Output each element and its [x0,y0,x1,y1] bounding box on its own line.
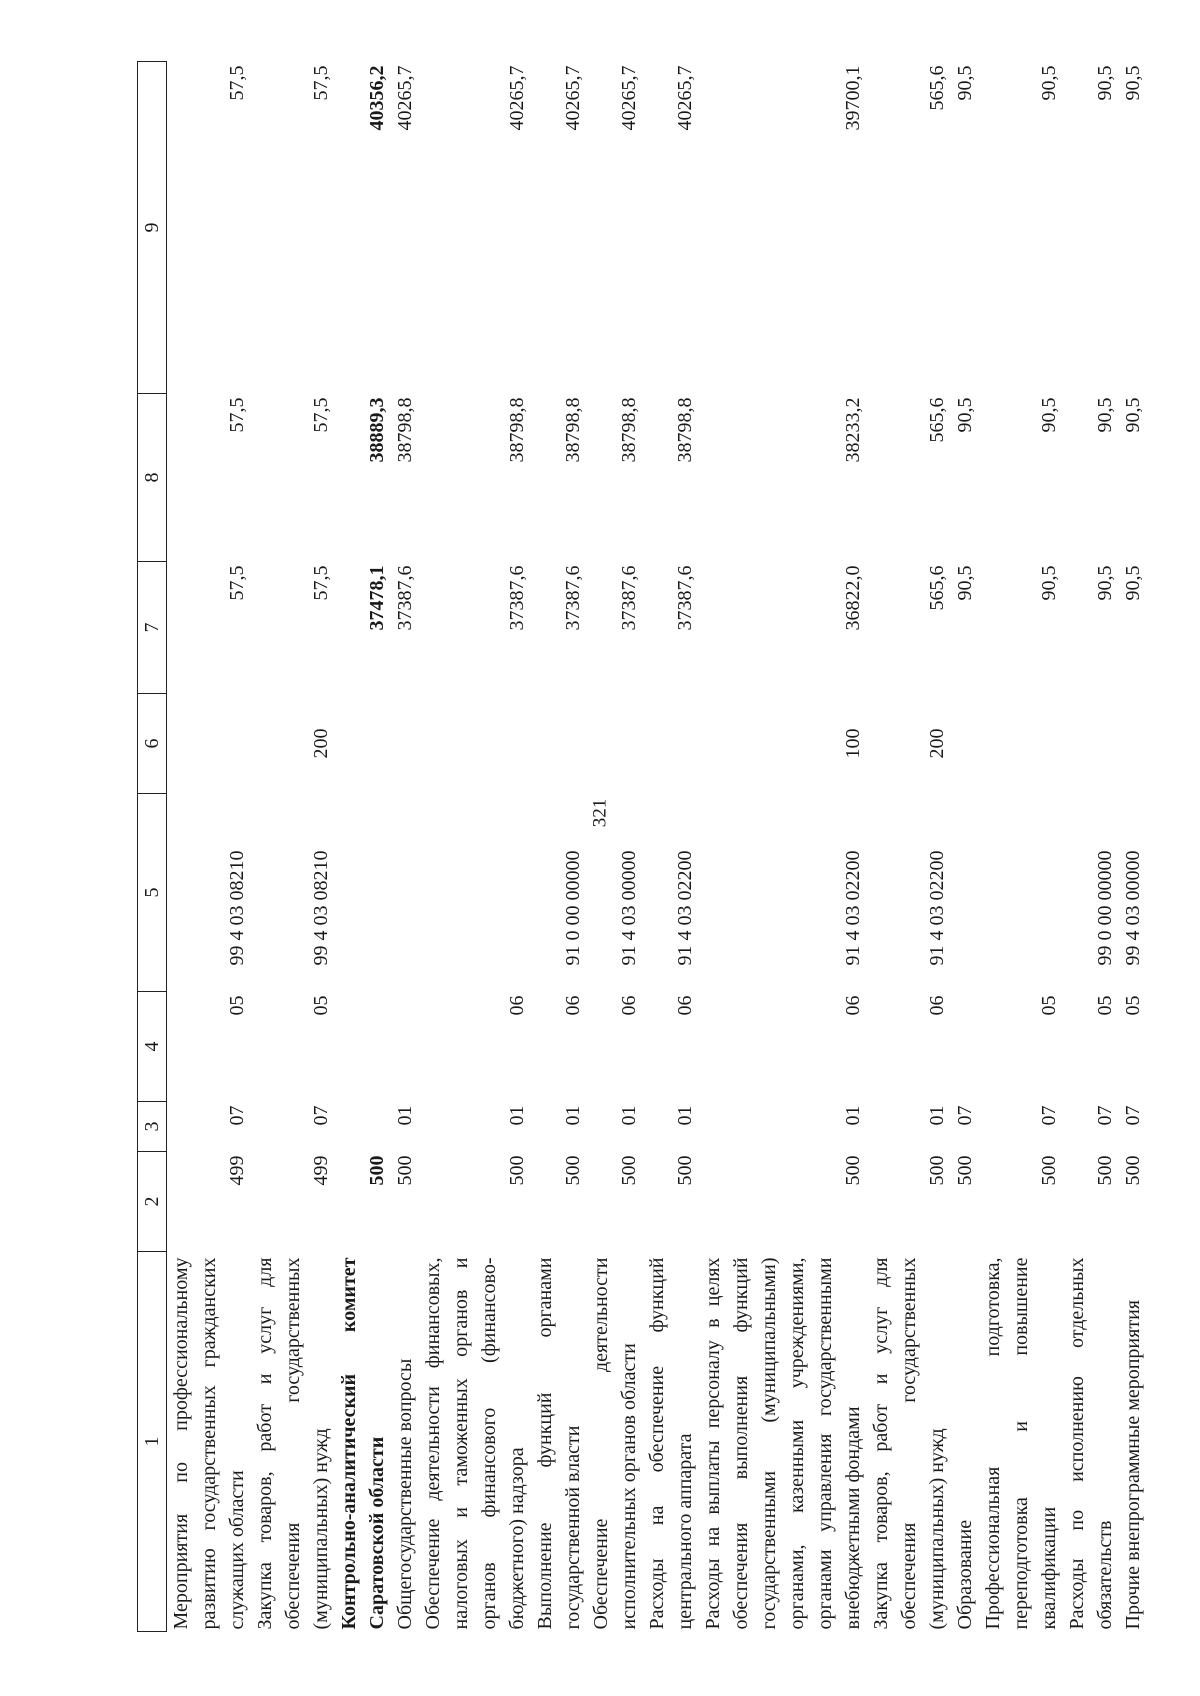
table-row [699,62,867,1632]
cell-col-9: 90,5 [1038,65,1060,101]
row-label: Обеспечение деятельности исполнительных органов области [590,1257,640,1630]
cell-col-2: 500 [926,1155,948,1186]
cell-col-7: 57,5 [226,565,248,601]
budget-table [137,61,1147,1632]
cell-col-3: 01 [506,1105,528,1126]
row-label: Расходы по исполнению отдельных обязательств [1066,1257,1116,1630]
row-label: Профессиональная подготовка, переподготовка и повышение квалификации [982,1257,1060,1630]
budget-table-sheet [137,62,1199,1632]
cell-col-7: 37387,6 [618,565,640,631]
cell-col-3: 01 [674,1105,696,1126]
cell-col-5 [951,794,979,992]
cell-col-6 [391,694,419,794]
cell-col-4: 05 [1122,995,1144,1016]
cell-col-7: 37478,1 [366,565,388,631]
cell-col-7: 565,6 [926,565,948,611]
cell-col-6 [1119,694,1147,794]
row-label: Общегосударственные вопросы [394,1358,416,1630]
cell-col-8: 90,5 [1094,397,1116,433]
cell-col-5: 91 4 03 02200 [842,850,864,966]
cell-col-4: 06 [506,995,528,1016]
cell-col-8: 90,5 [954,397,976,433]
col-header-5: 5 [138,794,167,992]
cell-col-5 [391,794,419,992]
cell-col-8: 38798,8 [506,397,528,463]
table-row [531,62,587,1632]
cell-col-8: 57,5 [310,397,332,433]
cell-col-4 [335,992,391,1102]
cell-col-6 [951,694,979,794]
cell-col-4: 05 [226,995,248,1016]
row-label: Образование [954,1519,976,1630]
table-row [587,62,643,1632]
cell-col-5 [979,794,1063,992]
cell-col-4 [951,992,979,1102]
cell-col-9: 565,6 [926,65,948,111]
cell-col-2: 500 [562,1155,584,1186]
cell-col-4: 06 [926,995,948,1016]
table-row [419,62,531,1632]
cell-col-7: 37387,6 [674,565,696,631]
cell-col-4: 06 [618,995,640,1016]
row-label: Прочие внепрограммные мероприятия [1122,1300,1144,1630]
cell-col-6: 200 [926,728,948,759]
table-row [167,62,252,1632]
cell-col-8: 38798,8 [618,397,640,463]
table-row [335,62,391,1632]
table-row [951,62,979,1632]
cell-col-5 [335,794,391,992]
row-label: Обеспечение деятельности финансовых, налоговых и таможенных органов и органов финансового (финансово-бюджетного) надзора [422,1257,528,1630]
col-header-6: 6 [138,694,167,794]
cell-col-9: 40265,7 [618,65,640,131]
cell-col-2: 500 [618,1155,640,1186]
col-header-4: 4 [138,992,167,1102]
table-row [1063,62,1119,1632]
cell-col-4: 05 [310,995,332,1016]
cell-col-3: 07 [954,1105,976,1126]
cell-col-6: 100 [842,728,864,759]
cell-col-3: 01 [394,1105,416,1126]
cell-col-6 [979,694,1063,794]
table-row [643,62,699,1632]
cell-col-6 [419,694,531,794]
table-row [251,62,335,1632]
cell-col-5: 91 4 03 02200 [674,850,696,966]
row-label: Расходы на обеспечение функций центрального аппарата [646,1257,696,1630]
cell-col-3: 07 [1038,1105,1060,1126]
cell-col-6 [167,694,252,794]
cell-col-9: 90,5 [1122,65,1144,101]
cell-col-8: 57,5 [226,397,248,433]
cell-col-6 [335,694,391,794]
cell-col-6 [1063,694,1119,794]
cell-col-5: 91 4 03 02200 [926,850,948,966]
cell-col-5 [419,794,531,992]
cell-col-8: 38798,8 [674,397,696,463]
cell-col-9: 57,5 [226,65,248,101]
col-header-2: 2 [138,1152,167,1252]
col-header-1: 1 [138,1252,167,1632]
cell-col-2: 500 [1094,1155,1116,1186]
cell-col-6 [531,694,587,794]
col-header-3: 3 [138,1102,167,1152]
cell-col-8: 38798,8 [562,397,584,463]
cell-col-3: 01 [562,1105,584,1126]
cell-col-5: 99 4 03 08210 [310,850,332,966]
cell-col-9: 39700,1 [842,65,864,131]
cell-col-5: 99 0 00 00000 [1094,850,1116,966]
cell-col-7: 36822,0 [842,565,864,631]
cell-col-2: 499 [310,1155,332,1186]
col-header-9: 9 [138,62,167,394]
cell-col-8: 38798,8 [394,397,416,463]
col-header-7: 7 [138,562,167,694]
cell-col-6 [587,694,643,794]
cell-col-2: 499 [226,1155,248,1186]
cell-col-9: 40356,2 [366,65,388,131]
cell-col-7: 37387,6 [506,565,528,631]
cell-col-2: 500 [506,1155,528,1186]
cell-col-9: 90,5 [1094,65,1116,101]
cell-col-5: 99 4 03 00000 [1122,850,1144,966]
cell-col-4: 06 [674,995,696,1016]
header-row [138,62,167,1632]
cell-col-2: 500 [394,1155,416,1186]
cell-col-2: 500 [1122,1155,1144,1186]
cell-col-5: 99 4 03 08210 [226,850,248,966]
cell-col-4: 06 [842,995,864,1016]
table-row [979,62,1063,1632]
cell-col-7: 57,5 [310,565,332,601]
cell-col-3: 07 [310,1105,332,1126]
cell-col-6 [643,694,699,794]
table-row [391,62,419,1632]
cell-col-9: 90,5 [954,65,976,101]
cell-col-9: 57,5 [310,65,332,101]
row-label: Мероприятия по профессиональному развитию государственных гражданских служащих области [170,1257,248,1630]
cell-col-7: 37387,6 [562,565,584,631]
cell-col-2: 500 [366,1155,388,1186]
cell-col-4: 05 [1038,995,1060,1016]
cell-col-3 [335,1102,391,1152]
cell-col-4: 06 [562,995,584,1016]
table-row [867,62,951,1632]
cell-col-2: 500 [954,1155,976,1186]
cell-col-3: 01 [842,1105,864,1126]
cell-col-8: 565,6 [926,397,948,443]
cell-col-3: 01 [926,1105,948,1126]
cell-col-9: 40265,7 [562,65,584,131]
cell-col-3: 07 [226,1105,248,1126]
cell-col-7: 90,5 [1038,565,1060,601]
row-label: Выполнение функций органами государственной власти [534,1257,584,1630]
cell-col-8: 90,5 [1038,397,1060,433]
cell-col-9: 40265,7 [506,65,528,131]
row-label: Расходы на выплаты персоналу в целях обеспечения выполнения функций государственными (муниципальными) органами, казенными учреждениями, органами управления государственными внебюджетными фондами [702,1257,864,1630]
cell-col-2: 500 [1038,1155,1060,1186]
cell-col-5: 91 0 00 00000 [562,850,584,966]
cell-col-8: 38233,2 [842,397,864,463]
cell-col-8: 90,5 [1122,397,1144,433]
cell-col-7: 90,5 [1122,565,1144,601]
cell-col-6: 200 [310,728,332,759]
cell-col-5: 91 4 03 00000 [618,850,640,966]
cell-col-9: 40265,7 [394,65,416,131]
cell-col-4 [391,992,419,1102]
cell-col-3: 07 [1094,1105,1116,1126]
row-label: Контрольно-аналитический комитет Саратовской области [338,1257,388,1630]
cell-col-7: 90,5 [954,565,976,601]
cell-col-7: 37387,6 [394,565,416,631]
cell-col-2: 500 [674,1155,696,1186]
cell-col-2: 500 [842,1155,864,1186]
cell-col-3: 07 [1122,1105,1144,1126]
cell-col-8: 38889,3 [366,397,388,463]
cell-col-9: 40265,7 [674,65,696,131]
page-number: 321 [589,798,611,828]
row-label: Закупка товаров, работ и услуг для обеспечения государственных (муниципальных) нужд [870,1257,948,1630]
row-label: Закупка товаров, работ и услуг для обеспечения государственных (муниципальных) нужд [254,1257,332,1630]
col-header-8: 8 [138,394,167,562]
cell-col-7: 90,5 [1094,565,1116,601]
table-row [1119,62,1147,1632]
cell-col-3: 01 [618,1105,640,1126]
cell-col-4: 05 [1094,995,1116,1016]
